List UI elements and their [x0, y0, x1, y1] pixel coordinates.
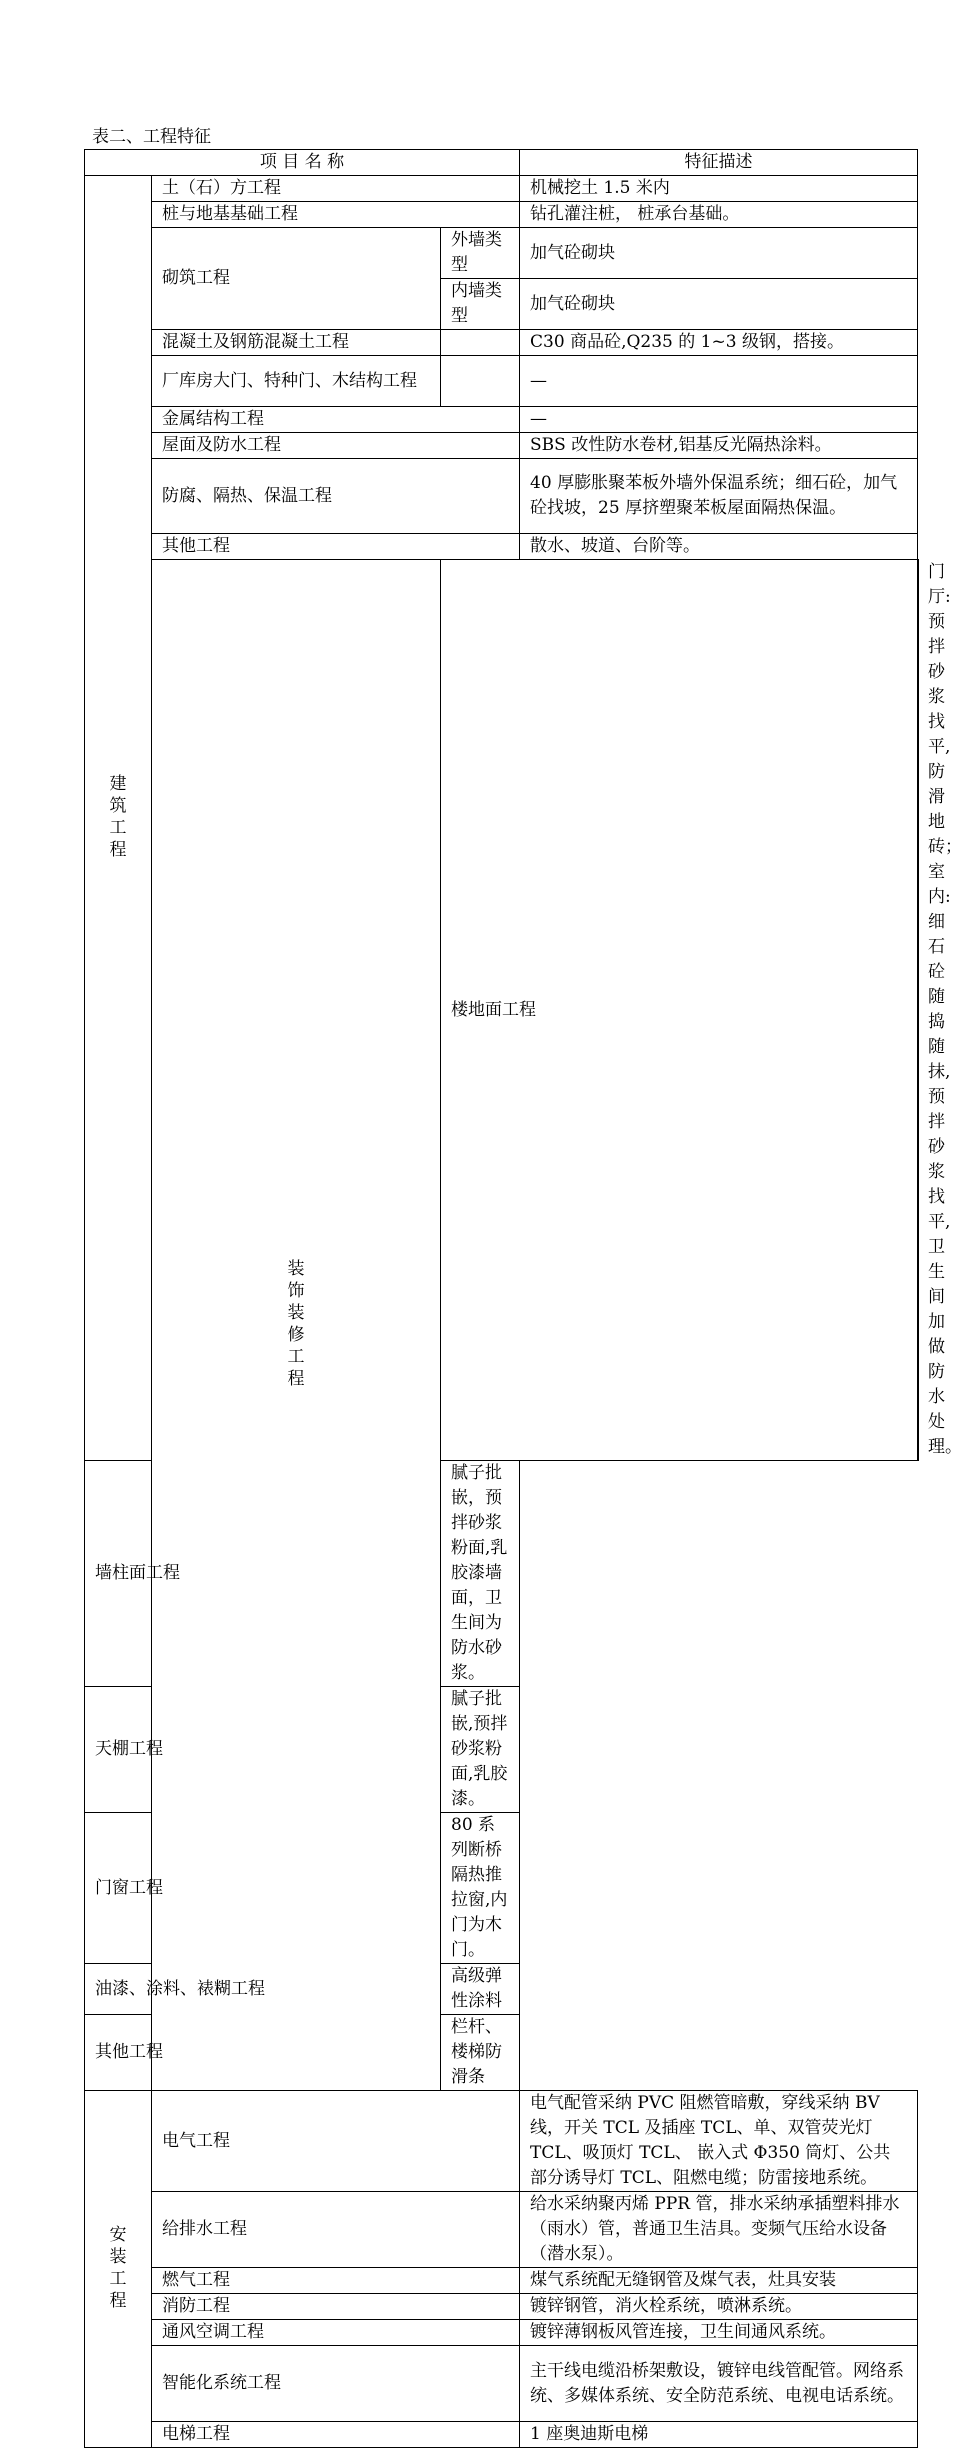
table-row: [85, 407, 919, 433]
table-row: [85, 330, 919, 356]
header-desc: 特征描述: [520, 150, 918, 176]
row-desc: 钻孔灌注桩， 桩承台基础。: [520, 202, 918, 228]
row-desc: 门厅:预拌砂浆找平,防滑地砖；室内:细石砼随捣随抹,预拌砂浆找平,卫生间加做防水处理。: [928, 562, 962, 1457]
table-row: [85, 1461, 919, 1687]
row-name: 电梯工程: [152, 2422, 520, 2448]
row-name: 楼地面工程: [441, 560, 918, 1461]
row-desc: 给水采纳聚丙烯 PPR 管，排水采纳承插塑料排水（雨水）管，普通卫生洁具。变频气压给水设备（潜水泵）。: [520, 2192, 918, 2268]
row-name: 屋面及防水工程: [152, 433, 520, 459]
row-desc: 高级弹性涂料: [441, 1964, 520, 2015]
table-row: [85, 1813, 919, 1964]
row-desc: 80 系列断桥隔热推拉窗,内门为木门。: [441, 1813, 520, 1964]
table-row: [85, 1687, 919, 1813]
row-desc: SBS 改性防水卷材,铝基反光隔热涂料。: [520, 433, 918, 459]
row-desc: 1 座奥迪斯电梯: [520, 2422, 918, 2448]
empty-cell: [441, 356, 520, 407]
row-name: 给排水工程: [152, 2192, 520, 2268]
row-name: 其他工程: [85, 2015, 441, 2091]
row-desc: 腻子批嵌,预拌砂浆粉面,乳胶漆。: [441, 1687, 520, 1813]
table-row: [85, 202, 919, 228]
table-row: [85, 534, 919, 560]
sub-name: 内墙类型: [441, 279, 520, 330]
row-desc: 镀锌钢管，消火栓系统，喷淋系统。: [520, 2294, 918, 2320]
row-desc: 加气砼砌块: [520, 228, 918, 279]
group-install: 安装工程: [85, 2091, 152, 2448]
row-name: 金属结构工程: [152, 407, 520, 433]
table-row: [85, 2015, 919, 2091]
row-name: 油漆、涂料、裱糊工程: [85, 1964, 441, 2015]
row-desc: 电气配管采纳 PVC 阻燃管暗敷，穿线采纳 BV 线，开关 TCL 及插座 TCL、单、双管荧光灯 TCL、吸顶灯 TCL、 嵌入式 Φ350 筒灯、公共部分诱导灯 TCL、阻燃电缆；防雷接地系统。: [520, 2091, 918, 2192]
row-name: 混凝土及钢筋混凝土工程: [152, 330, 441, 356]
row-name: 砌筑工程: [152, 228, 441, 330]
table-row: [85, 176, 919, 202]
row-name: 墙柱面工程: [85, 1461, 441, 1687]
table-row: [85, 560, 919, 1461]
table-row: [85, 2294, 919, 2320]
features-table: [84, 149, 962, 2448]
row-desc: 加气砼砌块: [520, 279, 918, 330]
row-name: 桩与地基基础工程: [152, 202, 520, 228]
row-name: 电气工程: [152, 2091, 520, 2192]
table-row: [85, 2422, 919, 2448]
row-name: 土（石）方工程: [152, 176, 520, 202]
row-desc: 散水、坡道、台阶等。: [520, 534, 918, 560]
table-row: [85, 228, 919, 279]
table-row: [85, 2320, 919, 2346]
row-name: 消防工程: [152, 2294, 520, 2320]
sub-name: 外墙类型: [441, 228, 520, 279]
row-desc: —: [520, 407, 918, 433]
row-desc: —: [520, 356, 918, 407]
row-name: 天棚工程: [85, 1687, 441, 1813]
row-desc: 镀锌薄钢板风管连接，卫生间通风系统。: [520, 2320, 918, 2346]
row-name: 燃气工程: [152, 2268, 520, 2294]
row-desc: 40 厚膨胀聚苯板外墙外保温系统；细石砼，加气砼找坡，25 厚挤塑聚苯板屋面隔热保温。: [520, 459, 918, 534]
row-desc: 主干线电缆沿桥架敷设，镀锌电线管配管。网络系统、多媒体系统、安全防范系统、电视电话系统。: [520, 2346, 918, 2422]
row-desc: 机械挖土 1.5 米内: [520, 176, 918, 202]
table-caption: 表二、工程特征: [92, 127, 211, 147]
table-row: [85, 2346, 919, 2422]
table-row: [85, 2192, 919, 2268]
empty-cell: [441, 330, 520, 356]
table-row: [85, 433, 919, 459]
row-name: 防腐、隔热、保温工程: [152, 459, 520, 534]
row-desc: C30 商品砼,Q235 的 1~3 级钢，搭接。: [520, 330, 918, 356]
header-name: 项 目 名 称: [85, 150, 520, 176]
row-desc: 栏杆、楼梯防滑条: [441, 2015, 520, 2091]
table-row: [85, 1964, 919, 2015]
group-decoration: 装饰装修工程: [152, 560, 441, 2091]
row-desc: 腻子批嵌，预拌砂浆粉面,乳胶漆墙面，卫生间为防水砂浆。: [441, 1461, 520, 1687]
table-header-row: [85, 150, 919, 176]
row-desc: 煤气系统配无缝钢管及煤气表，灶具安装: [520, 2268, 918, 2294]
row-name: 厂库房大门、特种门、木结构工程: [152, 356, 441, 407]
group-building: 建筑工程: [85, 176, 152, 1461]
row-name: 其他工程: [152, 534, 520, 560]
row-name: 智能化系统工程: [152, 2346, 520, 2422]
row-name: 门窗工程: [85, 1813, 441, 1964]
table-row: [85, 2268, 919, 2294]
row-name: 通风空调工程: [152, 2320, 520, 2346]
table-row: [85, 459, 919, 534]
table-row: [85, 2091, 919, 2192]
table-row: [85, 356, 919, 407]
